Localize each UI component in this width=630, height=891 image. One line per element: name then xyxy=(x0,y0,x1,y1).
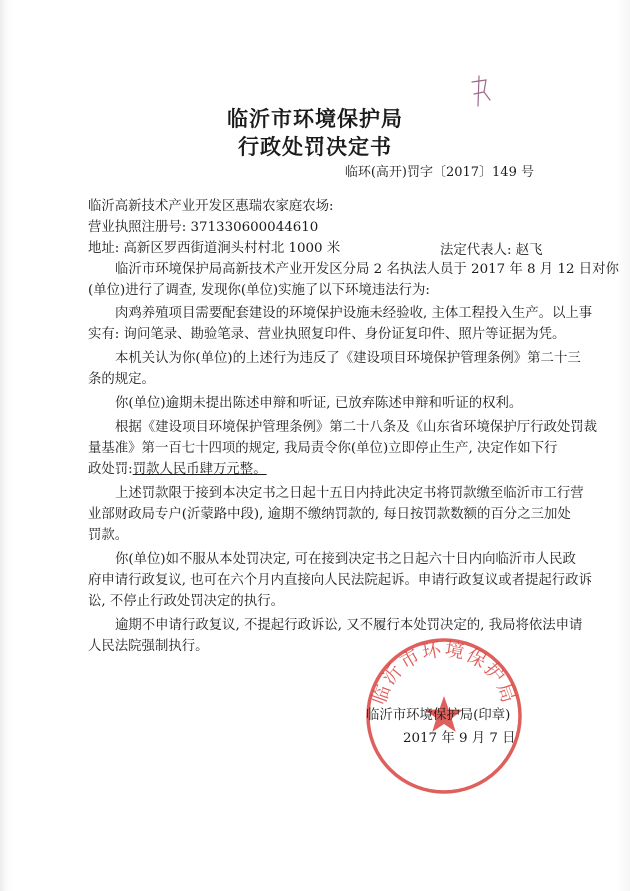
penalty-label: 政处罚: xyxy=(88,462,133,477)
paragraph-8-line-1: 逾期不申请行政复议, 不提起行政诉讼, 又不履行本处罚决定的, 我局将依法申请 xyxy=(115,618,583,633)
title-line-1: 临沂市环境保护局 xyxy=(227,106,403,131)
paragraph-6-line-2: 业部财政局专户(沂蒙路中段), 逾期不缴纳罚款的, 每日按罚款数额的百分之三加处 xyxy=(88,507,571,522)
signature-organization: 临沂市环境保护局(印章) xyxy=(366,708,511,723)
paragraph-6-line-1: 上述罚款限于接到本决定书之日起十五日内持此决定书将罚款缴至临沂市工行营 xyxy=(115,486,584,501)
legal-representative: 法定代表人: 赵飞 xyxy=(440,243,543,258)
paragraph-1-line-2: (单位)进行了调查, 发现你(单位)实施了以下环境违法行为: xyxy=(88,283,430,298)
paragraph-5-line-2: 量基准》第一百七十四项的规定, 我局责令你(单位)立即停止生产, 决定作如下行 xyxy=(88,441,558,456)
paragraph-7-line-3: 讼, 不停止行政处罚决定的执行。 xyxy=(88,594,284,609)
paragraph-7-line-1: 你(单位)如不服从本处罚决定, 可在接到决定书之日起六十日内向临沂市人民政 xyxy=(115,552,576,567)
seal-text: 临沂市环境保护局 xyxy=(367,638,521,708)
paragraph-4-line-1: 你(单位)逾期未提出陈述申辩和听证, 已放弃陈述申辩和听证的权利。 xyxy=(115,396,523,411)
license-number: 营业执照注册号: 371330600044610 xyxy=(88,220,319,235)
paragraph-5-line-1: 根据《建设项目环境保护管理条例》第二十八条及《山东省环境保护厅行政处罚裁 xyxy=(115,420,598,435)
paragraph-6-line-3: 罚款。 xyxy=(88,528,129,543)
paragraph-8-line-2: 人民法院强制执行。 xyxy=(88,639,209,654)
paragraph-3-line-2: 条的规定。 xyxy=(88,372,155,387)
signature-date: 2017 年 9 月 7 日 xyxy=(403,731,516,746)
paragraph-1-line-1: 临沂市环境保护局高新技术产业开发区分局 2 名执法人员于 2017 年 8 月 12 日对你 xyxy=(115,262,619,277)
paragraph-2-line-1: 肉鸡养殖项目需要配套建设的环境保护设施未经验收, 主体工程投入生产。以上事 xyxy=(115,306,593,321)
title-line-2: 行政处罚决定书 xyxy=(238,134,392,159)
paragraph-2-line-2: 实有: 询问笔录、勘验笔录、营业执照复印件、身份证复印件、照片等证据为凭。 xyxy=(88,327,566,342)
recipient: 临沂高新技术产业开发区惠瑞农家庭农场: xyxy=(88,199,334,214)
paragraph-5-line-3 xyxy=(88,460,267,480)
address: 地址: 高新区罗西街道涧头村村北 1000 米 xyxy=(88,241,341,256)
penalty-amount: 罚款人民币肆万元整。 xyxy=(132,462,267,477)
paragraph-3-line-1: 本机关认为你(单位)的上述行为违反了《建设项目环境保护管理条例》第二十三 xyxy=(115,351,581,366)
paragraph-7-line-2: 府申请行政复议, 也可在六个月内直接向人民法院起诉。申请行政复议或者提起行政诉 xyxy=(88,573,592,588)
document-number: 临环(高开)罚字〔2017〕149 号 xyxy=(344,165,534,180)
